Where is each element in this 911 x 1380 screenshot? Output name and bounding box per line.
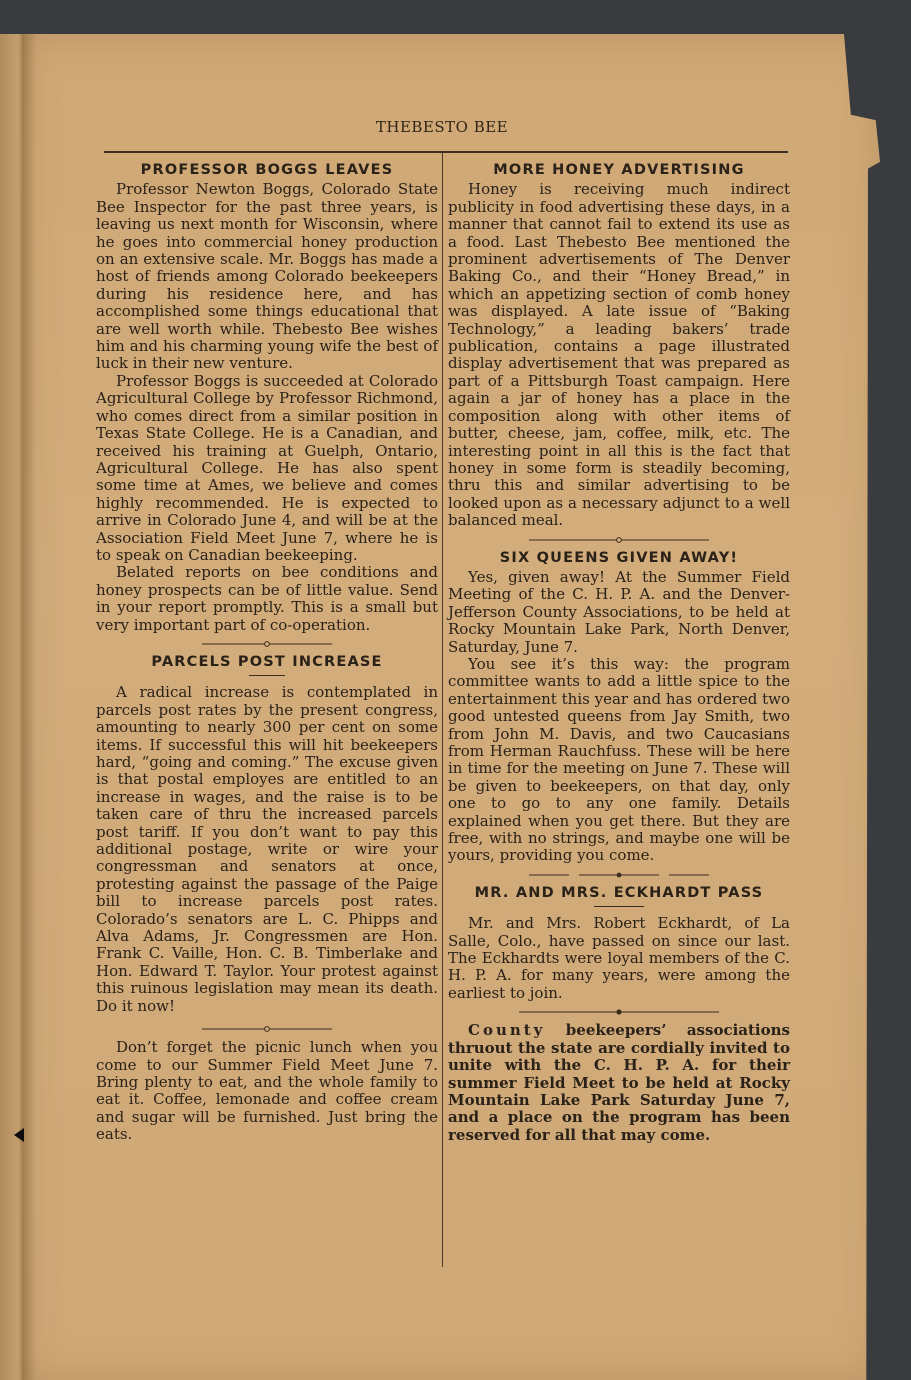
article-title-honey-advertising: MORE HONEY ADVERTISING [493, 162, 745, 178]
article-paragraph: Professor Boggs is succeeded at Colorado Agricultural College by Professor Richmond, who comes direct from a similar position in Texas State College. He is a Canadian, and received his training at Guelph, Ontario, Agricultural College. He has also spent some time at Ames, we believe and comes highly recommended. He is expected to arrive in Colorado June 4, and will be at the Association Field Meet June 7, where he is to speak on Canadian beekeeping. [96, 371, 438, 564]
title-underline [249, 675, 285, 676]
header-rule [104, 151, 788, 153]
county-notice [448, 1022, 790, 1144]
binding-arrow-icon [14, 1128, 24, 1142]
article-title-parcels: PARCELS POST INCREASE [151, 653, 383, 670]
article-paragraph: Honey is receiving much indirect publicity in food advertising these days, in a manner that cannot fail to extend its use as a food. Last Thebesto Bee mentioned the prominent advertisements of The Denver Baking Co., and their “Honey Bread,” in which an appetizing section of comb honey was displayed. A late issue of “Baking Technology,” a leading bakers’ trade publication, contains a page illustrated display advertisement that was prepared as part of a Pittsburgh Toast campaign. Here again a jar of honey has a place in the composition along with other items of butter, cheese, jam, coffee, milk, etc. The interesting point in all this is the fact that honey in some form is steadily becoming, thru this and similar advertising to be looked upon as a necessary adjunct to a well balanced meal. [448, 180, 790, 530]
article-paragraph: Yes, given away! At the Summer Field Meeting of the C. H. P. A. and the Denver-Jefferson County Associations, to be held at Rocky Mountain Lake Park, North Denver, Saturday, June 7. [448, 567, 790, 656]
article-title-boggs: PROFESSOR BOGGS LEAVES [140, 162, 394, 178]
article-title-queens: SIX QUEENS GIVEN AWAY! [499, 549, 739, 566]
article-paragraph: Don’t forget the picnic lunch when you come to our Summer Field Meet June 7. Bring plenty to eat, and the whole family to eat it. Coffee, lemonade and coffee cream and sugar will be furnished. Just bring the eats. [96, 1038, 438, 1144]
ornament-divider [202, 1025, 332, 1033]
right-column [448, 160, 790, 1144]
article-paragraph: Belated reports on bee conditions and honey prospects can be of little value. Send in your report promptly. This is a small but very important part of co-operation. [96, 563, 438, 634]
article-paragraph: You see it’s this way: the program committee wants to add a little spice to the entertainment this year and has ordered two good untested queens from Jay Smith, two from John M. Davis, and two Caucasians from Herman Rauchfuss. These will be here in time for the meeting on June 7. These will be given to beekeepers, on that day, only one to go to any one family. Details explained when you get there. But they are free, with no strings, and maybe one will be yours, providing you come. [448, 654, 790, 865]
ornament-divider [529, 871, 709, 879]
county-lead-word: County [468, 1021, 546, 1040]
article-paragraph: Professor Newton Boggs, Colorado State Bee Inspector for the past three years, is leaving us next month for Wisconsin, where he goes into commercial honey production on an extensive scale. Mr. Boggs has made a host of friends among Colorado beekeepers during his residence here, and has accomplished some things educational that are well worth while. Thebesto Bee wishes him and his charming young wife the best of luck in their new venture. [96, 180, 438, 373]
article-paragraph: Mr. and Mrs. Robert Eckhardt, of La Salle, Colo., have passed on since our last. The Eckhardts were loyal members of the C. H. P. A. for many years, were among the earliest to join. [448, 914, 790, 1002]
binding-gutter [22, 34, 36, 1380]
article-paragraph: A radical increase is contemplated in parcels post rates by the present congress, amounting to nearly 300 per cent on some items. If successful this will hit beekeepers hard, “going and coming.” The excuse given is that postal employes are entitled to an increase in wages, and the raise is to be taken care of thru the increased parcels post tariff. If you don’t want to pay this additional postage, write or wire your congressman and senators at once, protesting against the passage of the Paige bill to increase parcels post rates. Colorado’s senators are L. C. Phipps and Alva Adams, Jr. Congressmen are Hon. Frank C. Vaille, Hon. C. B. Timberlake and Hon. Edward T. Taylor. Your protest against this ruinous legislation may mean its death. Do it now! [96, 683, 438, 1015]
running-head: THEBESTO BEE [375, 118, 509, 136]
column-rule [442, 153, 443, 1267]
county-notice-text: beekeepers’ associations thruout the state are cordially invited to unite with the C. H. P. A. for their summer Field Meet to be held at Rocky Mountain Lake Park Saturday June 7, and a place on the program has been reserved for all that may come. [448, 1021, 790, 1144]
ornament-divider [519, 1008, 719, 1016]
article-title-eckhardt: MR. AND MRS. ECKHARDT PASS [474, 884, 764, 901]
left-column [96, 160, 438, 1144]
ornament-divider [529, 536, 709, 544]
title-underline [594, 906, 644, 907]
ornament-divider [202, 640, 332, 648]
